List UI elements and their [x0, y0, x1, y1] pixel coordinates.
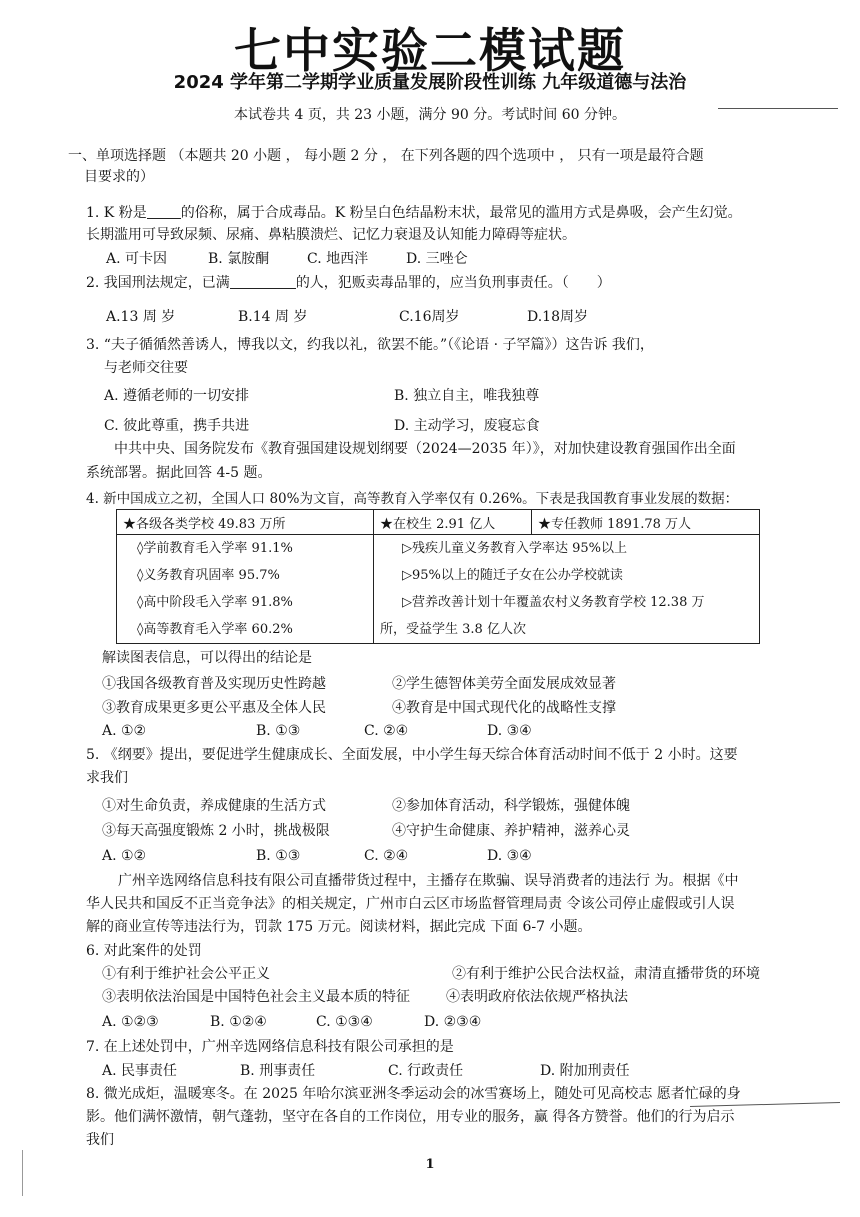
- q3-option-c: C. 彼此尊重，携手共进: [104, 418, 250, 434]
- q4-option-a: A. ①②: [102, 723, 147, 739]
- stats-left-item: ◊高中阶段毛入学率 91.8%: [137, 595, 293, 610]
- question-1-stem: [86, 203, 742, 223]
- section-heading-cont: 目要求的）: [84, 169, 154, 185]
- q3-option-b: B. 独立自主，唯我独尊: [394, 388, 540, 404]
- question-8-stem-cont2: 我们: [86, 1132, 114, 1148]
- stats-left-cell: [117, 535, 374, 644]
- stats-right-cell: [374, 535, 760, 644]
- stats-header-schools: ★各级各类学校 49.83 万所: [117, 510, 374, 535]
- question-4-stem: 4. 新中国成立之初，全国人口 80%为文盲，高等教育入学率仅有 0.26%。下表是我国教育事业发展的数据：: [86, 491, 739, 507]
- exam-info: 本试卷共 4 页，共 23 小题，满分 90 分。考试时间 60 分钟。: [234, 107, 626, 123]
- stats-left-item: ◊义务教育巩固率 95.7%: [137, 568, 280, 583]
- q4-option-b: B. ①③: [256, 723, 301, 739]
- q4-statement-1: ①我国各级教育普及实现历史性跨越: [102, 676, 326, 692]
- question-5-stem-cont: 求我们: [86, 770, 128, 786]
- page-number: 1: [425, 1157, 435, 1172]
- q7-option-c: C. 行政责任: [388, 1063, 464, 1079]
- question-8-stem-cont: 影。他们满怀激情，朝气蓬勃，坚守在各自的工作岗位，用专业的服务，赢 得各方赞誉。他们的行为启示: [86, 1109, 735, 1125]
- question-3-stem: 3. “夫子循循然善诱人，博我以文，约我以礼，欲罢不能。”（《论语 · 子罕篇》）这告诉 我们，: [86, 337, 654, 353]
- q5-option-c: C. ②④: [364, 848, 409, 864]
- q6-option-a: A. ①②③: [102, 1014, 159, 1030]
- q1-option-b: B. 氯胺酮: [208, 251, 270, 267]
- stats-right-item: ▷残疾儿童义务教育入学率达 95%以上: [402, 541, 628, 556]
- question-7-stem: 7. 在上述处罚中，广州辛选网络信息科技有限公司承担的是: [86, 1039, 454, 1055]
- question-5-stem: 5. 《纲要》提出，要促进学生健康成长、全面发展，中小学生每天综合体育活动时间不低于 2 小时。这要: [86, 747, 738, 763]
- q1-option-d: D. 三唑仑: [406, 251, 468, 267]
- q6-option-d: D. ②③④: [424, 1014, 482, 1030]
- scan-edge-mark: [22, 1150, 23, 1196]
- material-1-text-cont: 系统部署。据此回答 4-5 题。: [86, 465, 272, 481]
- q6-statement-2: ②有利于维护公民合法权益，肃清直播带货的环境: [452, 966, 760, 982]
- stats-right-item: 所，受益学生 3.8 亿人次: [380, 622, 526, 637]
- q7-option-b: B. 刑事责任: [240, 1063, 316, 1079]
- q6-statement-4: ④表明政府依法依规严格执法: [446, 989, 628, 1005]
- q2-part-a: 2. 我国刑法规定，已满: [86, 275, 230, 291]
- section-heading: 一、单项选择题 （本题共 20 小题 ， 每小题 2 分 ， 在下列各题的四个选项中 ， 只有一项是最符合题: [68, 148, 704, 164]
- q1-part-b: 的俗称，属于合成毒品。K 粉呈白色结晶粉末状，最常见的滥用方式是鼻吸，会产生幻觉。: [180, 205, 742, 221]
- q7-option-d: D. 附加刑责任: [540, 1063, 630, 1079]
- material-1-text: 中共中央、国务院发布《教育强国建设规划纲要（2024—2035 年）》，对加快建设教育强国作出全面: [114, 441, 736, 457]
- q4-statement-2: ②学生德智体美劳全面发展成效显著: [392, 676, 616, 692]
- material-2-text: 广州辛选网络信息科技有限公司直播带货过程中，主播存在欺骗、误导消费者的违法行 为。根据《中: [118, 873, 739, 889]
- q2-option-b: B.14 周 岁: [238, 309, 308, 325]
- stats-right-item: ▷营养改善计划十年覆盖农村义务教育学校 12.38 万: [402, 595, 705, 610]
- q1-option-c: C. 地西泮: [307, 251, 369, 267]
- q6-option-b: B. ①②④: [210, 1014, 267, 1030]
- material-2-text-cont: 华人民共和国反不正当竞争法》的相关规定，广州市白云区市场监督管理局责 令该公司停止虚假或引人误: [86, 896, 735, 912]
- q5-statement-4: ④守护生命健康、养护精神，滋养心灵: [392, 823, 630, 839]
- question-8-stem: 8. 微光成炬，温暖寒冬。在 2025 年哈尔滨亚洲冬季运动会的冰雪赛场上，随处可见高校志 愿者忙碌的身: [86, 1086, 741, 1102]
- q4-prompt: 解读图表信息，可以得出的结论是: [102, 650, 312, 666]
- q2-option-c: C.16周岁: [399, 309, 460, 325]
- q5-option-a: A. ①②: [102, 848, 147, 864]
- q5-statement-1: ①对生命负责，养成健康的生活方式: [102, 798, 326, 814]
- q4-option-c: C. ②④: [364, 723, 409, 739]
- q5-option-d: D. ③④: [487, 848, 532, 864]
- exam-subtitle: 2024 学年第二学期学业质量发展阶段性训练 九年级道德与法治: [173, 72, 687, 93]
- q4-statement-4: ④教育是中国式现代化的战略性支撑: [392, 700, 616, 716]
- q1-option-a: A. 可卡因: [106, 251, 168, 267]
- q1-blank: [147, 204, 181, 219]
- stats-left-item: ◊高等教育毛入学率 60.2%: [137, 622, 293, 637]
- q2-option-a: A.13 周 岁: [106, 309, 176, 325]
- q5-option-b: B. ①③: [256, 848, 301, 864]
- q3-option-d: D. 主动学习，废寝忘食: [394, 418, 540, 434]
- q4-statement-3: ③教育成果更多更公平惠及全体人民: [102, 700, 326, 716]
- q2-blank: [230, 274, 296, 289]
- q1-part-a: 1. K 粉是: [86, 205, 147, 221]
- question-2-stem: [86, 273, 611, 293]
- stats-right-item: ▷95%以上的随迁子女在公办学校就读: [402, 568, 623, 583]
- education-stats-table: [116, 509, 760, 644]
- q5-statement-2: ②参加体育活动，科学锻炼，强健体魄: [392, 798, 630, 814]
- q2-part-b: 的人，犯贩卖毒品罪的，应当负刑事责任。（ ）: [295, 275, 611, 291]
- q3-option-a: A. 遵循老师的一切安排: [104, 388, 250, 404]
- question-3-stem-cont: 与老师交往要: [104, 360, 188, 376]
- q4-option-d: D. ③④: [487, 723, 532, 739]
- question-6-stem: 6. 对此案件的处罚: [86, 943, 202, 959]
- q6-statement-3: ③表明依法治国是中国特色社会主义最本质的特征: [102, 989, 410, 1005]
- exam-title: 七中实验二模试题: [234, 24, 626, 79]
- q6-option-c: C. ①③④: [316, 1014, 373, 1030]
- q5-statement-3: ③每天高强度锻炼 2 小时，挑战极限: [102, 823, 330, 839]
- stats-left-item: ◊学前教育毛入学率 91.1%: [137, 541, 293, 556]
- q2-option-d: D.18周岁: [527, 309, 588, 325]
- question-1-stem-cont: 长期滥用可导致尿频、尿痛、鼻粘膜溃烂、记忆力衰退及认知能力障碍等症状。: [86, 227, 576, 243]
- q6-statement-1: ①有利于维护社会公平正义: [102, 966, 270, 982]
- material-2-text-cont2: 解的商业宣传等违法行为，罚款 175 万元。阅读材料，据此完成 下面 6-7 小题。: [86, 919, 592, 935]
- q7-option-a: A. 民事责任: [102, 1063, 178, 1079]
- stats-header-students: ★在校生 2.91 亿人: [374, 510, 532, 535]
- stats-header-teachers: ★专任教师 1891.78 万人: [532, 510, 760, 535]
